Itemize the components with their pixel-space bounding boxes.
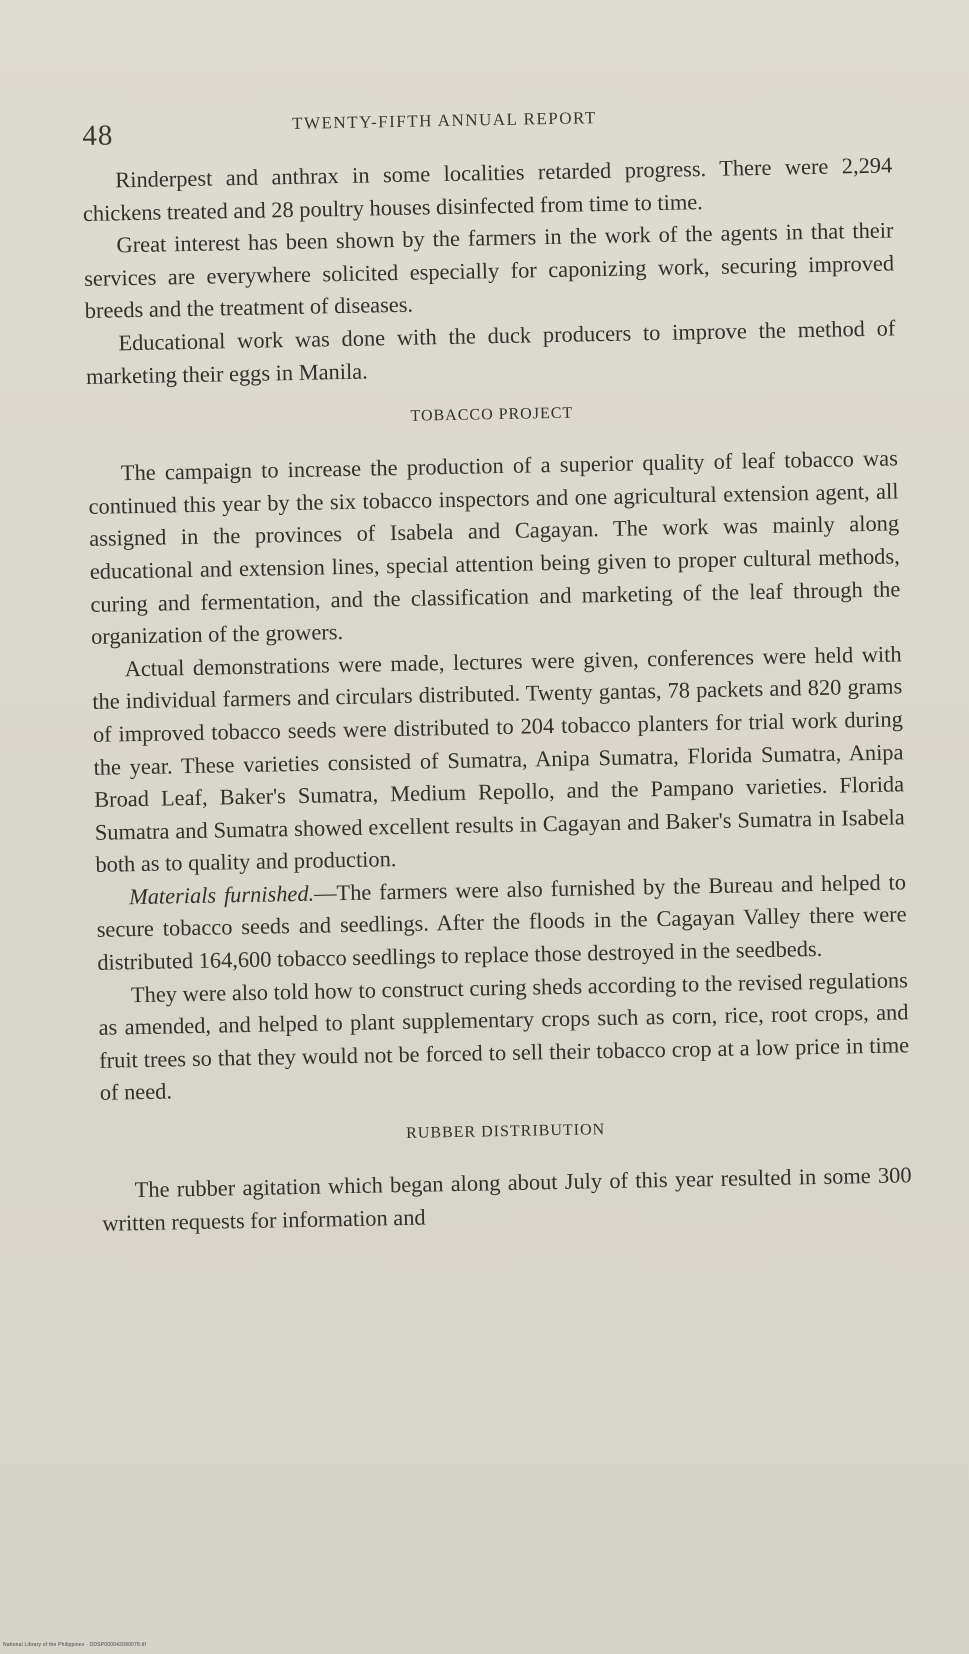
paragraph-rubber-agitation: The rubber agitation which began along about July of this year resulted in some 300 written requests for information and	[102, 1162, 912, 1236]
paragraph-duck-producers: Educational work was done with the duck producers to improve the method of marketing their eggs in Manila.	[85, 315, 896, 389]
paragraph-curing-sheds: They were also told how to construct curing sheds according to the revised regulations as amended, and helped to plant supplementary crops such as corn, rice, root crops, and fruit trees so that they would not be forced to sell their tobacco crop at a low price in time of need.	[98, 966, 910, 1106]
paragraph-farmer-interest: Great interest has been shown by the farmers in the work of the agents in that their services are everywhere solicited especially for caponizing work, securing improved breeds and the treatment of diseases.	[83, 217, 895, 324]
scan-footer: National Library of the Philippines · DDSP000042090078.tif	[3, 1642, 147, 1648]
paragraph-tobacco-demonstrations: Actual demonstrations were made, lectures were given, conferences were held with the individual farmers and circulars distributed. Twenty gantas, 78 packets and 820 grams of improved tobacco seeds were distributed to 204 tobacco planters for trial work during the year. These varieties consisted of Sumatra, Anipa Sumatra, Florida Sumatra, Anipa Broad Leaf, Baker's Sumatra, Medium Repollo, and the Pampano varieties. Florida Sumatra and Sumatra showed excellent results in Cagayan and Baker's Sumatra in Isabela both as to quality and production.	[92, 641, 905, 878]
paragraph-tobacco-campaign: The campaign to increase the production of a superior quality of leaf tobacco was continued this year by the six tobacco inspectors and one agricultural extension agent, all assigned in the provinces of Isabela and Cagayan. The work was mainly along educational and extension lines, special attention being given to proper cultural methods, curing and fermentation, and the classification and marketing of the leaf through the organization of the growers.	[88, 445, 901, 650]
running-header	[82, 102, 893, 158]
paragraph-rinderpest: Rinderpest and anthrax in some localities retarded progress. There were 2,294 chickens treated and 28 poultry houses disinfected from time to time.	[82, 152, 893, 226]
section-heading-tobacco: TOBACCO PROJECT	[410, 404, 574, 425]
page-number: 48	[82, 119, 114, 152]
section-heading-rubber: RUBBER DISTRIBUTION	[405, 1121, 606, 1142]
page-body	[82, 149, 912, 1240]
running-title: TWENTY-FIFTH ANNUAL REPORT	[291, 108, 597, 133]
materials-furnished-body: —The farmers were also furnished by the Bureau and helped to secure tobacco seeds and seedlings. After the floods in the Cagayan Valley there were distributed 164,600 tobacco seedlings to replace those destroyed in the seedbeds.	[96, 869, 907, 975]
materials-furnished-lead: Materials furnished.	[128, 880, 315, 910]
paragraph-materials-furnished	[96, 866, 908, 979]
